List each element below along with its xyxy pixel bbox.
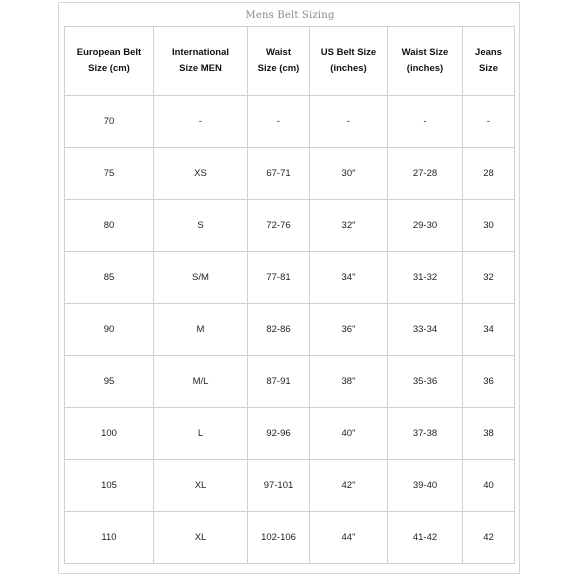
table-cell: 110	[65, 512, 154, 564]
table-cell: 34"	[310, 252, 388, 304]
table-cell: XS	[154, 148, 248, 200]
table-cell: M	[154, 304, 248, 356]
header-line: Jeans	[475, 47, 502, 58]
table-cell: 90	[65, 304, 154, 356]
belt-size-table	[64, 26, 515, 564]
header-line: Waist	[266, 47, 291, 58]
table-cell: 100	[65, 408, 154, 460]
table-cell: 38"	[310, 356, 388, 408]
table-cell: -	[310, 96, 388, 148]
table-cell: 36"	[310, 304, 388, 356]
table-cell: L	[154, 408, 248, 460]
table-cell: 72-76	[248, 200, 310, 252]
table-cell: -	[154, 96, 248, 148]
table-row	[65, 200, 515, 252]
header-jeans-size	[463, 27, 515, 96]
table-cell: 30	[463, 200, 515, 252]
header-line: International	[171, 47, 229, 58]
table-cell: 42	[463, 512, 515, 564]
table-cell: 77-81	[248, 252, 310, 304]
table-cell: -	[388, 96, 463, 148]
header-line: Size (cm)	[88, 63, 130, 74]
table-cell: 34	[463, 304, 515, 356]
table-cell: 67-71	[248, 148, 310, 200]
table-cell: 42"	[310, 460, 388, 512]
table-cell: 40"	[310, 408, 388, 460]
header-waist-size-inches	[388, 27, 463, 96]
table-cell: 97-101	[248, 460, 310, 512]
table-cell: 41-42	[388, 512, 463, 564]
header-line: (inches)	[406, 63, 444, 74]
table-cell: 44"	[310, 512, 388, 564]
table-cell: XL	[154, 512, 248, 564]
table-cell: -	[248, 96, 310, 148]
header-line: European Belt	[76, 47, 142, 58]
table-row	[65, 96, 515, 148]
table-cell: 31-32	[388, 252, 463, 304]
table-cell: S/M	[154, 252, 248, 304]
table-cell: M/L	[154, 356, 248, 408]
table-row	[65, 148, 515, 200]
table-cell: 102-106	[248, 512, 310, 564]
table-row	[65, 252, 515, 304]
header-line: Size	[478, 63, 498, 74]
table-cell: 75	[65, 148, 154, 200]
table-row	[65, 460, 515, 512]
header-line: Size (cm)	[257, 63, 300, 74]
header-line: (inches)	[330, 63, 367, 74]
table-cell: S	[154, 200, 248, 252]
table-cell: 39-40	[388, 460, 463, 512]
table-cell: 27-28	[388, 148, 463, 200]
table-cell: 33-34	[388, 304, 463, 356]
header-international-size	[154, 27, 248, 96]
table-cell: 105	[65, 460, 154, 512]
table-row	[65, 304, 515, 356]
table-cell: 87-91	[248, 356, 310, 408]
table-cell: 40	[463, 460, 515, 512]
table-cell: 95	[65, 356, 154, 408]
header-line: US Belt Size	[320, 47, 377, 58]
table-cell: XL	[154, 460, 248, 512]
table-cell: 85	[65, 252, 154, 304]
table-cell: 28	[463, 148, 515, 200]
table-cell: 32″	[310, 200, 388, 252]
table-caption: Mens Belt Sizing	[245, 10, 335, 21]
table-cell: 92-96	[248, 408, 310, 460]
header-us-belt-size	[310, 27, 388, 96]
table-cell: 38	[463, 408, 515, 460]
table-cell: 37-38	[388, 408, 463, 460]
table-row	[65, 408, 515, 460]
header-line: Waist Size	[401, 47, 449, 58]
header-waist-size-cm	[248, 27, 310, 96]
table-cell: 29-30	[388, 200, 463, 252]
header-line: Size MEN	[179, 63, 222, 74]
header-european-belt-size	[65, 27, 154, 96]
table-row	[65, 356, 515, 408]
table-cell: 36	[463, 356, 515, 408]
table-cell: 32	[463, 252, 515, 304]
table-cell: 35-36	[388, 356, 463, 408]
table-cell: 70	[65, 96, 154, 148]
table-cell: 30″	[310, 148, 388, 200]
table-cell: 80	[65, 200, 154, 252]
table-cell: 82-86	[248, 304, 310, 356]
table-row	[65, 512, 515, 564]
table-cell: -	[463, 96, 515, 148]
header-row	[65, 27, 515, 96]
